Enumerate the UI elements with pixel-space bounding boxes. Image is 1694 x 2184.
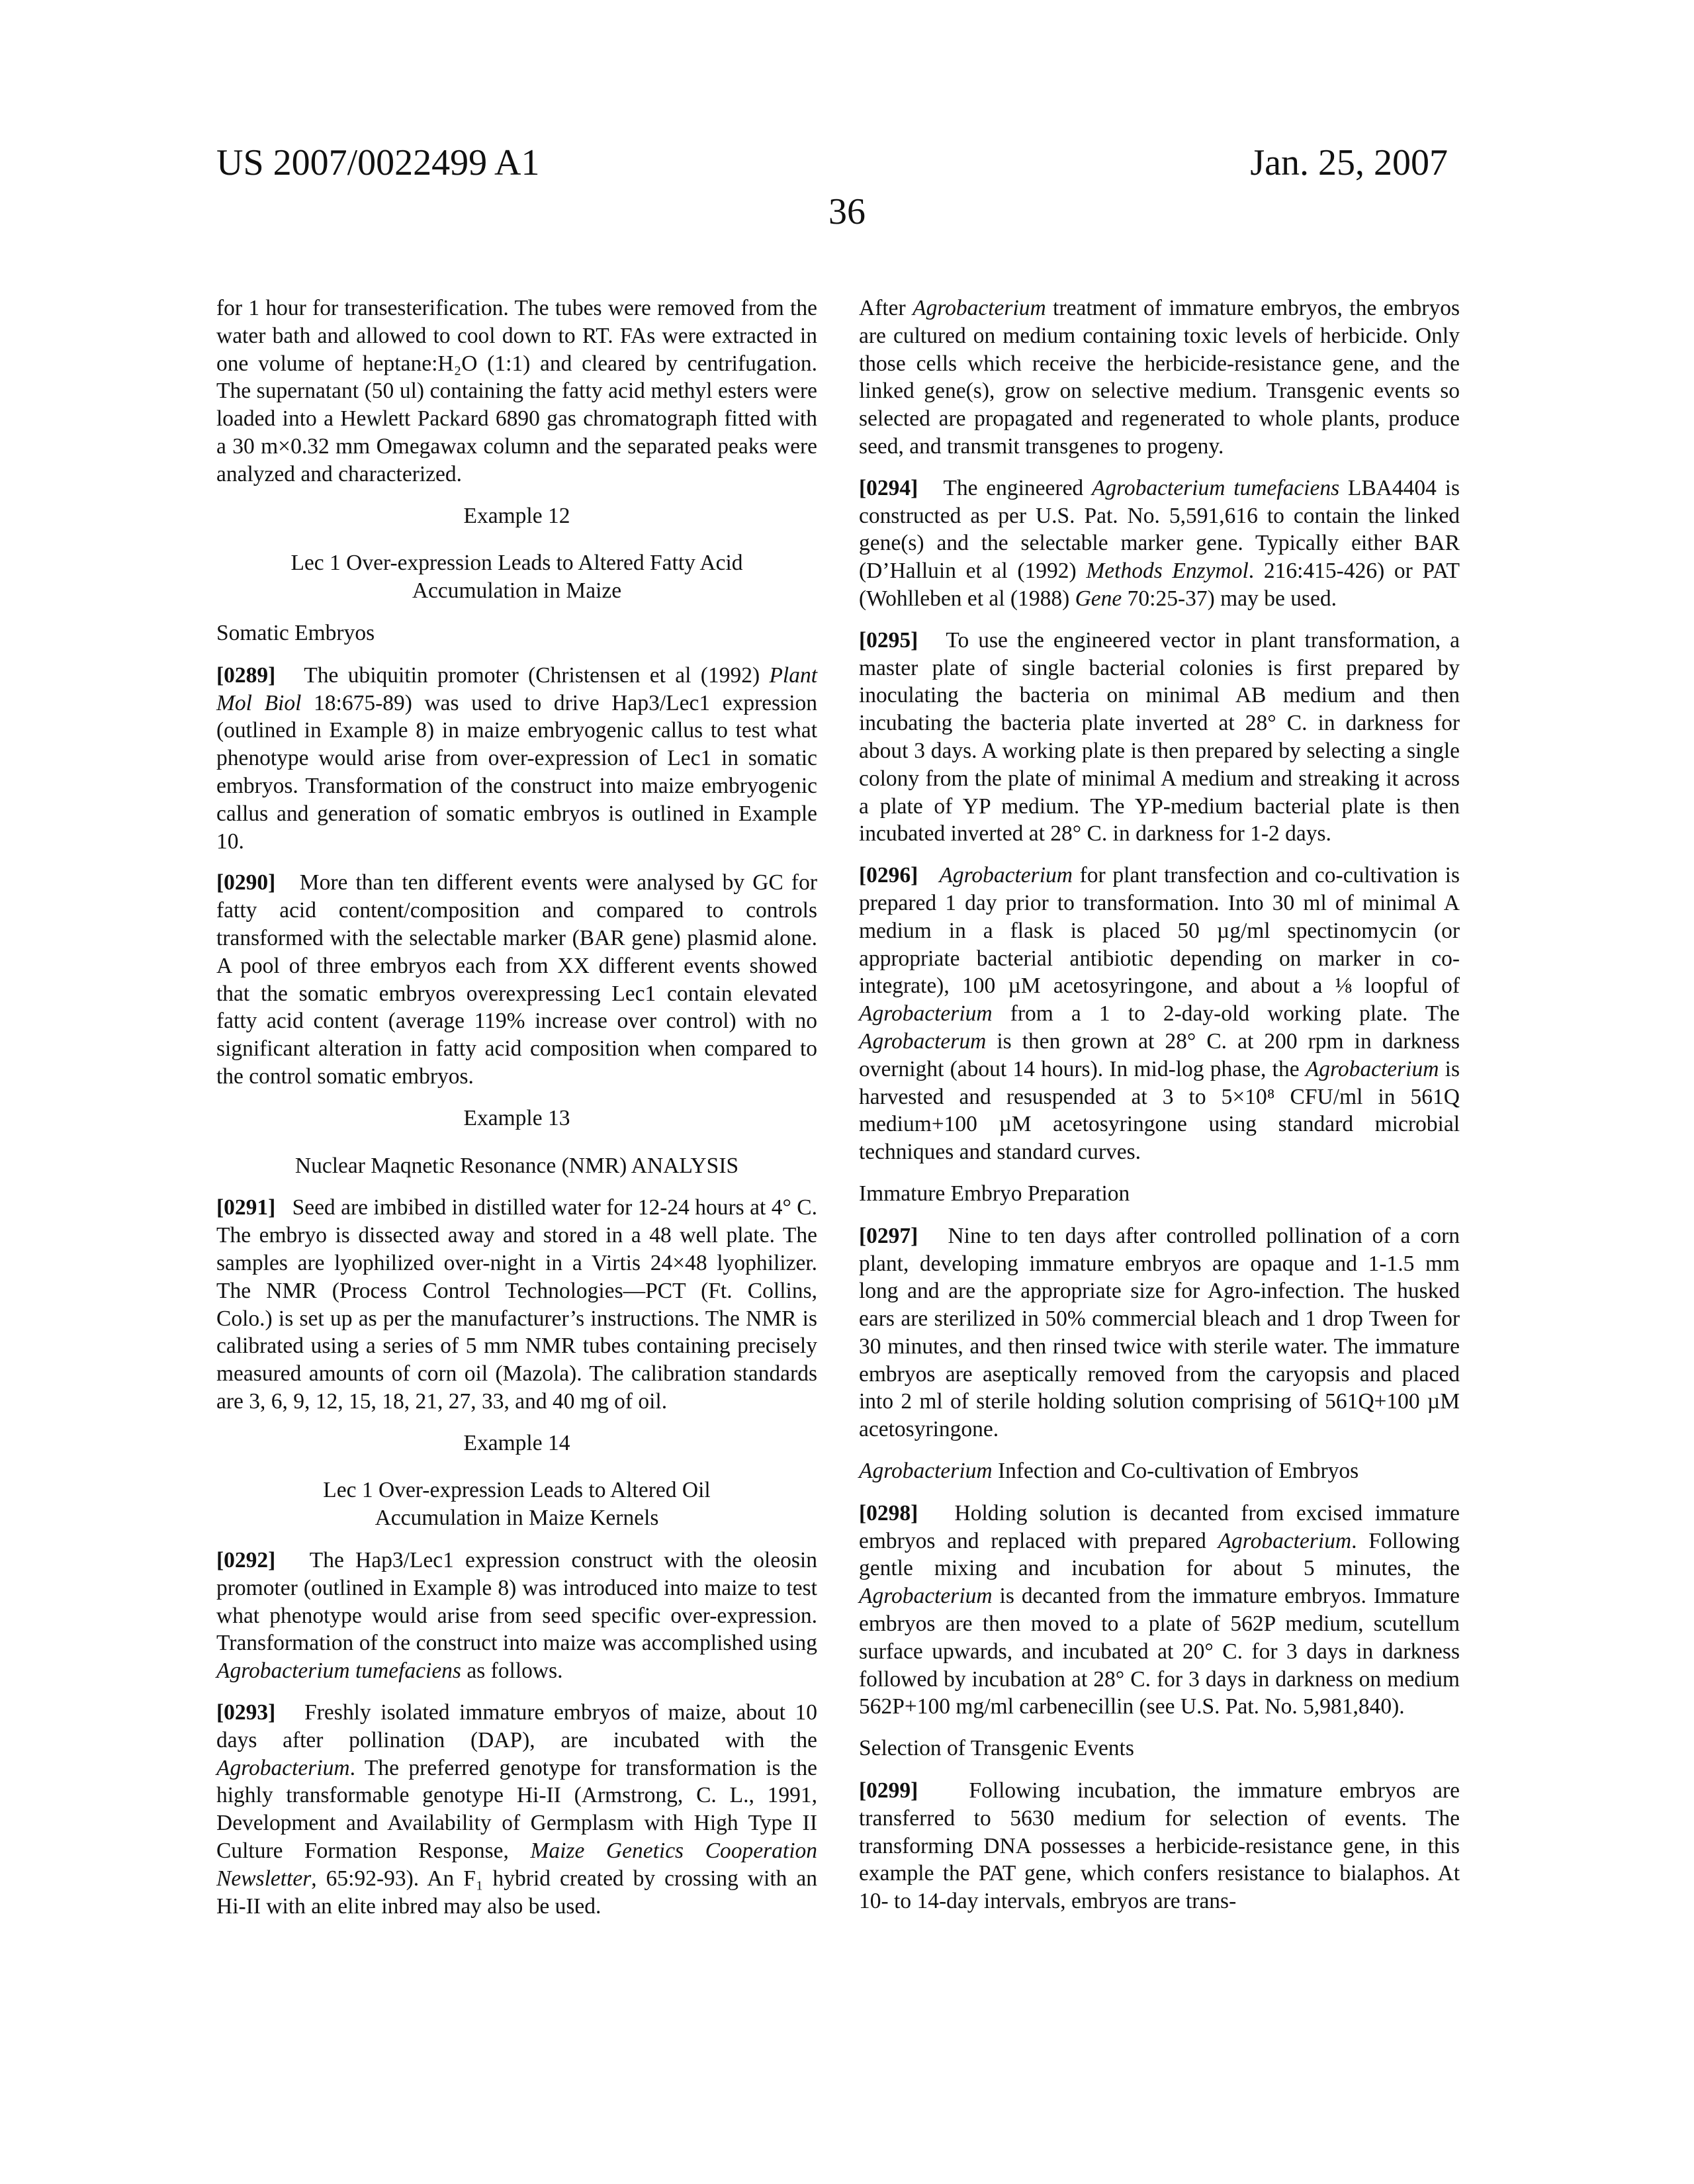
paragraph-text: Holding solution is decanted from excised immature embryos and replaced with prepared bbox=[859, 1501, 1460, 1553]
example-14-title-line1: Lec 1 Over-expression Leads to Altered Oil bbox=[323, 1478, 710, 1502]
paragraph-0298 bbox=[859, 1500, 1460, 1721]
paragraph-number: [0295] bbox=[859, 628, 918, 653]
paragraph-text: To use the engineered vector in plant transformation, a master plate of single bacterial colonies is first prepared by inoculating the bacteria on minimal AB medium and then incubating the bacteria plate inverted at 28° C. in darkness for about 3 days. A working plate is then prepared by selecting a single colony from the plate of minimal A medium and streaking it across a plate of YP medium. The YP-medium bacterial plate is then incubated inverted at 28° C. in darkness for 1-2 days. bbox=[859, 628, 1460, 846]
paragraph-number: [0298] bbox=[859, 1501, 918, 1525]
heading-italic: Agrobacterium bbox=[859, 1459, 993, 1483]
section-heading-infection bbox=[859, 1457, 1460, 1485]
paragraph-text: LBA4404 is constructed as per U.S. Pat. No. 5,591,616 to contain the linked gene(s) and the selectable marker gene. Typically either BAR (D’Halluin et al (1992) bbox=[859, 476, 1460, 583]
paragraph-text: from a 1 to 2-day-old working plate. The bbox=[993, 1001, 1460, 1026]
paragraph-0289 bbox=[216, 662, 817, 856]
example-14-title bbox=[216, 1477, 817, 1532]
paragraph-text: The Hap3/Lec1 expression construct with the oleosin promoter (outlined in Example 8) was introduced into maize to test what phenotype would arise from seed specific over-expression. Transformation of the construct into maize was accomplished using bbox=[216, 1548, 817, 1655]
publication-date: Jan. 25, 2007 bbox=[1250, 144, 1448, 181]
example-14-label: Example 14 bbox=[216, 1430, 817, 1457]
paragraph-text: 70:25-37) may be used. bbox=[1122, 586, 1337, 611]
paragraph-0294 bbox=[859, 475, 1460, 613]
page-number: 36 bbox=[0, 191, 1694, 233]
example-12-title bbox=[216, 549, 817, 605]
paragraph-italic: Agrobacterum bbox=[859, 1029, 986, 1054]
paragraph-continued bbox=[859, 295, 1460, 461]
paragraph-italic: Agrobacterium bbox=[216, 1756, 350, 1780]
heading-text: Infection and Co-cultivation of Embryos bbox=[993, 1459, 1359, 1483]
publication-number: US 2007/0022499 A1 bbox=[216, 144, 540, 181]
paragraph-0293 bbox=[216, 1699, 817, 1920]
paragraph-text: More than ten different events were analysed by GC for fatty acid content/composition and compared to controls transformed with the selectable marker (BAR gene) plasmid alone. A pool of three embryos each from XX different events showed that the somatic embryos overexpressing Lec1 contain elevated fatty acid content (average 119% increase over control) with no significant alteration in fatty acid composition when compared to the control somatic embryos. bbox=[216, 870, 817, 1089]
paragraph-italic: Agrobacterium bbox=[859, 1001, 993, 1026]
paragraph-italic: Plant Mol Biol bbox=[216, 663, 817, 715]
paragraph-text: for plant transfection and co-cultivation is prepared 1 day prior to transformation. Into 30 ml of minimal A medium in a flask is placed 50 µg/ml spectinomycin (or appropriate bacterial antibiotic depending on marker in co-integrate), 100 µM acetosyringone, and about a ⅛ loopful of bbox=[859, 863, 1460, 998]
paragraph-number: [0289] bbox=[216, 663, 275, 688]
paragraph-italic: Gene bbox=[1075, 586, 1122, 611]
paragraph-italic: Agrobacterium bbox=[913, 296, 1046, 320]
section-heading-selection: Selection of Transgenic Events bbox=[859, 1735, 1460, 1762]
section-heading-somatic-embryos: Somatic Embryos bbox=[216, 619, 817, 647]
paragraph-number: [0296] bbox=[859, 863, 918, 887]
paragraph-0290 bbox=[216, 869, 817, 1090]
paragraph-text: The ubiquitin promoter (Christensen et al (1992) bbox=[304, 663, 769, 688]
paragraph-text: is decanted from the immature embryos. Immature embryos are then moved to a plate of 562P medium, scutellum surface upwards, and incubated at 20° C. for 3 days in darkness followed by incubation at 28° C. for 3 days in darkness on medium 562P+100 mg/ml carbenecillin (see U.S. Pat. No. 5,981,840). bbox=[859, 1584, 1460, 1719]
paragraph-text: treatment of immature embryos, the embryos are cultured on medium containing toxic levels of herbicide. Only those cells which receive the herbicide-resistance gene, and the linked gene(s), grow on selective medium. Transgenic events so selected are propagated and regenerated to whole plants, produce seed, and transmit transgenes to progeny. bbox=[859, 296, 1460, 459]
paragraph-text: Nine to ten days after controlled pollination of a corn plant, developing immature embryos are opaque and 1-1.5 mm long and are the appropriate size for Agro-infection. The husked ears are sterilized in 50% commercial bleach and 1 drop Tween for 30 minutes, and then rinsed twice with sterile water. The immature embryos are aseptically removed from the caryopsis and placed into 2 ml of sterile holding solution comprising of 561Q+100 µM acetosyringone. bbox=[859, 1224, 1460, 1442]
paragraph-text: 18:675-89) was used to drive Hap3/Lec1 expression (outlined in Example 8) in maize embryogenic callus to test what phenotype would arise from over-expression of Lec1 in somatic embryos. Transformation of the construct into maize embryogenic callus and generation of somatic embryos is outlined in Example 10. bbox=[216, 691, 817, 854]
paragraph-text: Following incubation, the immature embryos are transferred to 5630 medium for selection of events. The transforming DNA possesses a herbicide-resistance gene, in this example the PAT gene, which confers resistance to bialaphos. At 10- to 14-day intervals, embryos are trans- bbox=[859, 1778, 1460, 1913]
paragraph-number: [0297] bbox=[859, 1224, 918, 1248]
paragraph-0299 bbox=[859, 1777, 1460, 1915]
example-13-label: Example 13 bbox=[216, 1105, 817, 1132]
paragraph-text: After bbox=[859, 296, 913, 320]
paragraph-text: . Following gentle mixing and incubation for about 5 minutes, the bbox=[859, 1529, 1460, 1581]
paragraph-italic: Agrobacterium tumefaciens bbox=[1092, 476, 1339, 500]
paragraph-text: as follows. bbox=[461, 1659, 563, 1683]
paragraph-number: [0294] bbox=[859, 476, 918, 500]
paragraph-text: The engineered bbox=[943, 476, 1091, 500]
paragraph-number: [0291] bbox=[216, 1195, 275, 1220]
example-13-title: Nuclear Maqnetic Resonance (NMR) ANALYSIS bbox=[216, 1152, 817, 1180]
paragraph-italic: Agrobacterium bbox=[1306, 1057, 1439, 1081]
paragraph-0291 bbox=[216, 1194, 817, 1415]
paragraph-italic: Methods Enzymol bbox=[1086, 559, 1248, 583]
left-column bbox=[216, 295, 817, 1934]
paragraph-number: [0292] bbox=[216, 1548, 275, 1572]
paragraph-text: is harvested and resuspended at 3 to 5×10⁸ CFU/ml in 561Q medium+100 µM acetosyringone using standard microbial techniques and standard curves. bbox=[859, 1057, 1460, 1164]
example-12-title-line2: Accumulation in Maize bbox=[412, 578, 621, 603]
paragraph-number: [0290] bbox=[216, 870, 275, 895]
section-heading-immature-embryo: Immature Embryo Preparation bbox=[859, 1180, 1460, 1208]
paragraph-italic: Agrobacterium bbox=[939, 863, 1073, 887]
paragraph-0295 bbox=[859, 627, 1460, 848]
paragraph-text: Seed are imbibed in distilled water for 12-24 hours at 4° C. The embryo is dissected away and stored in a 48 well plate. The samples are lyophilized over-night in a Virtis 24×48 lyophilizer. The NMR (Process Control Technologies—PCT (Ft. Collins, Colo.) is set up as per the manufacturer’s instructions. The NMR is calibrated using a series of 5 mm NMR tubes containing precisely measured amounts of corn oil (Mazola). The calibration standards are 3, 6, 9, 12, 15, 18, 21, 27, 33, and 40 mg of oil. bbox=[216, 1195, 817, 1414]
paragraph-0297 bbox=[859, 1222, 1460, 1443]
paragraph-number: [0293] bbox=[216, 1700, 275, 1725]
paragraph-number: [0299] bbox=[859, 1778, 918, 1803]
paragraph-italic: Agrobacterium tumefaciens bbox=[216, 1659, 461, 1683]
paragraph-text: . The preferred genotype for transformation is the highly transformable genotype Hi-II (Armstrong, C. L., 1991, Development and Availability of Germplasm with High Type II Culture Formation Response, bbox=[216, 1756, 817, 1863]
paragraph-text: . 216:415-426) or PAT (Wohlleben et al (1988) bbox=[859, 559, 1460, 611]
patent-page bbox=[0, 0, 1694, 2184]
paragraph-0292 bbox=[216, 1547, 817, 1685]
paragraph-0296 bbox=[859, 862, 1460, 1166]
paragraph-text: is then grown at 28° C. at 200 rpm in darkness overnight (about 14 hours). In mid-log phase, the bbox=[859, 1029, 1460, 1081]
example-14-title-line2: Accumulation in Maize Kernels bbox=[375, 1506, 659, 1530]
paragraph-italic: Maize Genetics Cooperation Newsletter bbox=[216, 1839, 817, 1891]
paragraph-italic: Agrobacterium bbox=[859, 1584, 993, 1608]
right-column bbox=[859, 295, 1460, 1929]
example-12-label: Example 12 bbox=[216, 502, 817, 530]
paragraph-text: Freshly isolated immature embryos of maize, about 10 days after pollination (DAP), are incubated with the bbox=[216, 1700, 817, 1752]
paragraph-text: , 65:92-93). An F₁ hybrid created by crossing with an Hi-II with an elite inbred may also be used. bbox=[216, 1866, 817, 1919]
example-12-title-line1: Lec 1 Over-expression Leads to Altered Fatty Acid bbox=[290, 551, 742, 575]
paragraph-intro: for 1 hour for transesterification. The tubes were removed from the water bath and allowed to cool down to RT. FAs were extracted in one volume of heptane:H₂O (1:1) and cleared by centrifugation. The supernatant (50 ul) containing the fatty acid methyl esters were loaded into a Hewlett Packard 6890 gas chromatograph fitted with a 30 m×0.32 mm Omegawax column and the separated peaks were analyzed and characterized. bbox=[216, 295, 817, 488]
paragraph-italic: Agrobacterium bbox=[1218, 1529, 1352, 1553]
